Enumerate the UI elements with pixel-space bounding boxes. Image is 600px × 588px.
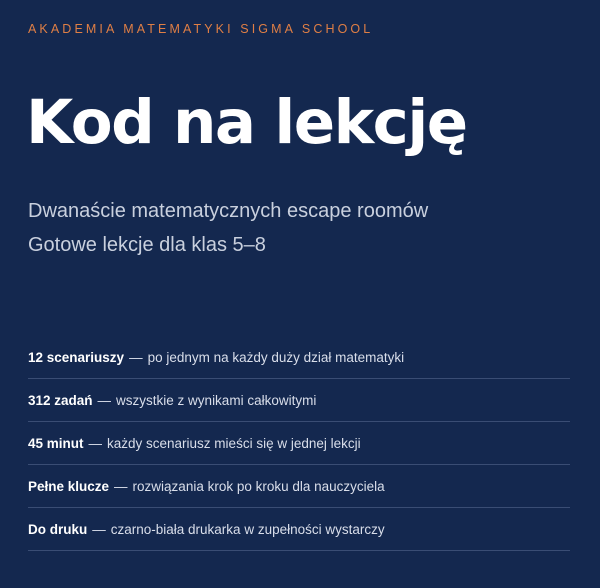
feature-description: czarno-biała drukarka w zupełności wystarczy [110, 521, 385, 537]
feature-key: 312 zadań [28, 392, 93, 408]
feature-item-tasks [28, 379, 570, 422]
feature-description: po jednym na każdy duży dział matematyki [147, 349, 405, 365]
feature-description: rozwiązania krok po kroku dla nauczyciela [132, 478, 385, 494]
feature-item-minutes [28, 422, 570, 465]
feature-description: wszystkie z wynikami całkowitymi [116, 392, 317, 408]
feature-dash: — [114, 478, 128, 494]
publisher-name: AKADEMIA MATEMATYKI SIGMA SCHOOL [28, 22, 374, 36]
subtitle-line-2: Gotowe lekcje dla klas 5–8 [28, 234, 266, 256]
feature-item-scenarios [28, 336, 570, 379]
feature-dash: — [88, 435, 103, 451]
feature-key: Pełne klucze [28, 478, 110, 494]
feature-dash: — [97, 392, 112, 408]
feature-key: Do druku [28, 521, 88, 537]
feature-dash: — [92, 521, 106, 537]
feature-dash: — [129, 349, 143, 365]
feature-item-print [28, 508, 570, 551]
feature-key: 12 scenariuszy [28, 349, 125, 365]
feature-item-keys [28, 465, 570, 508]
subtitle-line-1: Dwanaście matematycznych escape roomów [28, 200, 429, 222]
feature-key: 45 minut [28, 435, 84, 451]
feature-list [28, 336, 570, 551]
feature-description: każdy scenariusz mieści się w jednej lekcji [107, 435, 361, 451]
page-title: Kod na lekcję [26, 87, 467, 158]
